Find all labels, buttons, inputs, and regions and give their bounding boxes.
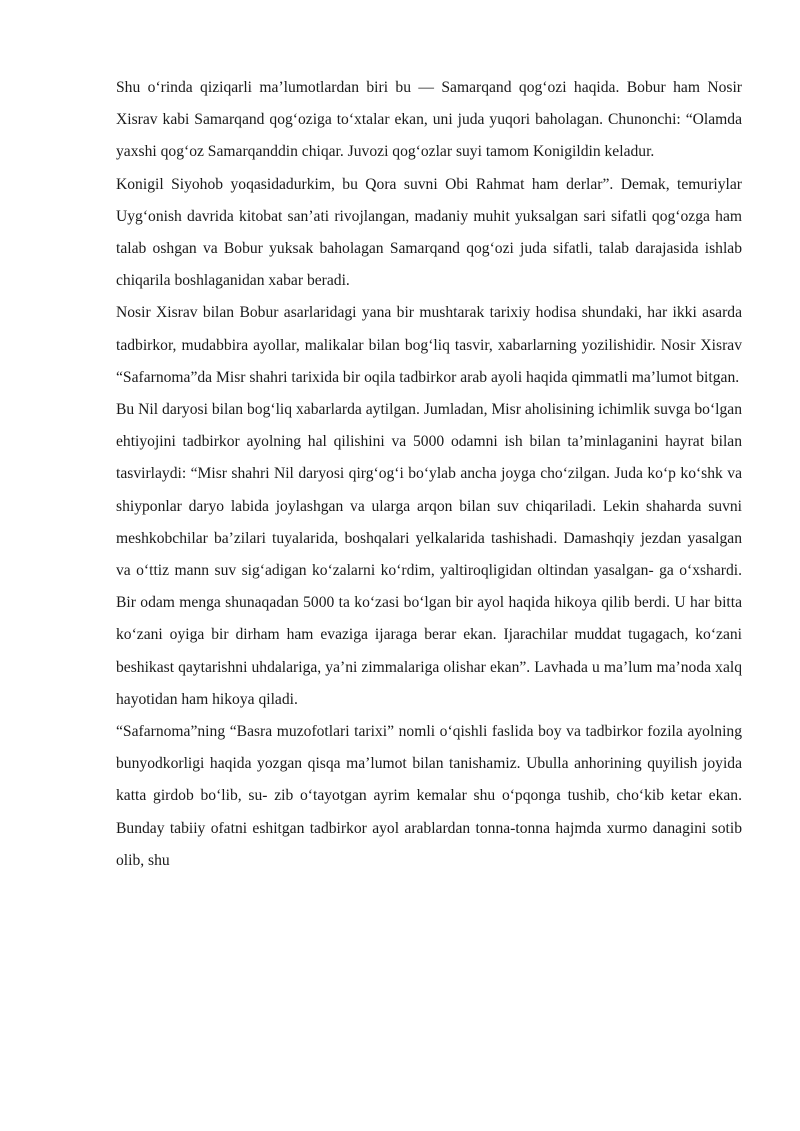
paragraph-samarqand-paper: Shu o‘rinda qiziqarli ma’lumotlardan biri bu — Samarqand qog‘ozi haqida. Bobur ham Nosir Xisrav kabi Samarqand qog‘oziga to‘xtalar ekan, uni juda yuqori baholagan. Chunonchi: “Olamda yaxshi qog‘oz Samarqanddin chiqar. Juvozi qog‘ozlar suyi tamom Konigildin keladur. [116, 79, 742, 161]
paragraph-entrepreneur-women: Nosir Xisrav bilan Bobur asarlaridagi yana bir mushtarak tarixiy hodisa shundaki, har ikki asarda tadbirkor, mudabbira ayollar, malikalar bilan bog‘liq tasvir, xabarlarning yozilishidir. Nosir Xisrav “Safarnoma”da Misr shahri tarixida bir oqila tadbirkor arab ayoli haqida qimmatli ma’lumot bitgan. [116, 304, 742, 386]
paragraph-basra: “Safarnoma”ning “Basra muzofotlari tarixi” nomli o‘qishli faslida boy va tadbirkor fozila ayolning bunyodkorligi haqida yozgan qisqa ma’lumot bilan tanishamiz. Ubulla anhorining quyilish joyida katta girdob bo‘lib, su- zib o‘tayotgan ayrim kemalar shu o‘pqonga tushib, cho‘kib ketar ekan. Bunday tabiiy ofatni eshitgan tadbirkor ayol arablardan tonna-tonna hajmda xurmo danagini sotib olib, shu [116, 723, 742, 869]
paragraph-konigil: Konigil Siyohob yoqasidadurkim, bu Qora suvni Obi Rahmat ham derlar”. Demak, temuriylar Uyg‘onish davrida kitobat san’ati rivojlangan, madaniy muhit yuksalgan sari sifatli qog‘ozga ham talab oshgan va Bobur yuksak baholagan Samarqand qog‘ozi juda sifatli, talab darajasida ishlab chiqarila boshlaganidan xabar beradi. [116, 175, 742, 290]
document-page [116, 72, 742, 877]
paragraph-nile-river: Bu Nil daryosi bilan bog‘liq xabarlarda aytilgan. Jumladan, Misr aholisining ichimlik suvga bo‘lgan ehtiyojini tadbirkor ayolning hal qilishini va 5000 odamni ish bilan ta’minlaganini hayrat bilan tasvirlaydi: “Misr shahri Nil daryosi qirg‘og‘i bo‘ylab ancha joyga cho‘zilgan. Juda ko‘p ko‘shk va shiyponlar daryo labida joylashgan va ularga arqon bilan suv chiqariladi. Lekin shaharda suvni meshkobchilar ba’zilari tuyalarida, boshqalari yelkalarida tashishadi. Damashqiy jezdan yasalgan va o‘ttiz mann suv sig‘adigan ko‘zalarni ko‘rdim, yaltiroqligidan oltindan yasalgan- ga o‘xshardi. Bir odam menga shunaqadan 5000 ta ko‘zasi bo‘lgan bir ayol haqida hikoya qilib berdi. U har bitta ko‘zani oyiga bir dirham ham evaziga ijaraga berar ekan. Ijarachilar muddat tugagach, ko‘zani beshikast qaytarishni uhdalariga, ya’ni zimmalariga olishar ekan”. Lavhada u ma’lum ma’noda xalq hayotidan ham hikoya qiladi. [116, 401, 742, 708]
